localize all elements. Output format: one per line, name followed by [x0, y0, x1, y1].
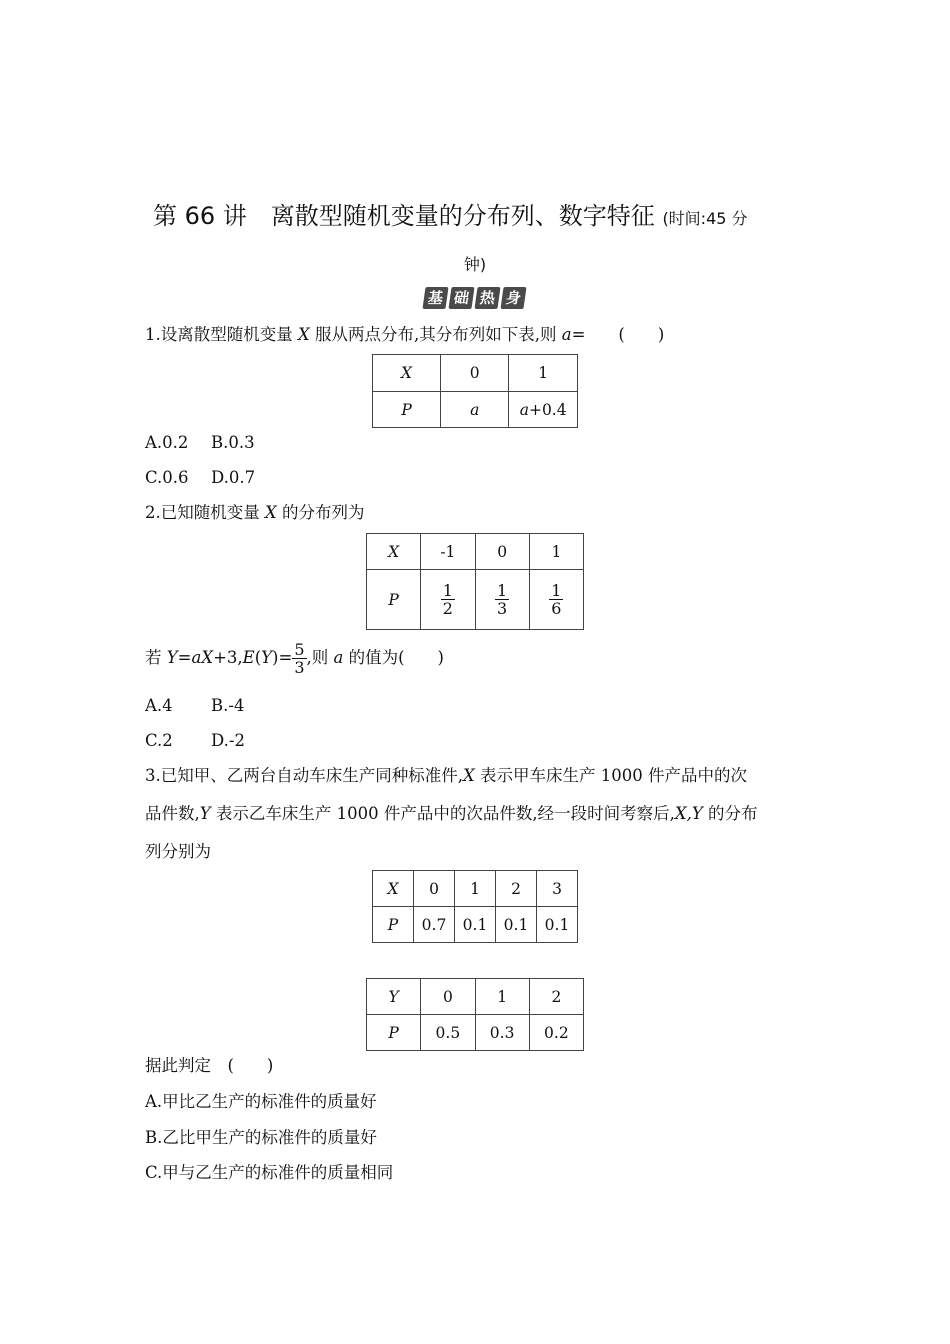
page-title — [153, 200, 748, 235]
table-cell: 2 — [551, 987, 562, 1006]
q2-text: ( — [254, 648, 262, 667]
numerator: 5 — [294, 640, 305, 659]
table-cell: 0.7 — [421, 915, 447, 934]
table-cell: P — [387, 915, 399, 934]
option-a: A.甲比乙生产的标准件的质量好 — [145, 1092, 377, 1111]
table-cell: 0.1 — [462, 915, 488, 934]
badge-char: 身 — [500, 287, 526, 309]
q2-text: = — [177, 648, 192, 667]
q3-vars: X,Y — [674, 804, 703, 823]
q1-options-row2 — [145, 467, 255, 489]
q3-text: 的分布 — [702, 804, 758, 823]
table-cell: 2 — [511, 879, 521, 898]
q1-answer-blank: = ( ) — [571, 325, 665, 344]
table-cell: 0.2 — [544, 1023, 569, 1042]
table-cell: P — [401, 400, 412, 419]
table-cell: X — [401, 364, 413, 382]
q2-options-row1 — [145, 695, 244, 717]
option-b: B.-4 — [211, 696, 245, 715]
q3-text: 表示乙车床生产 1000 件产品中的次品件数,经一段时间考察后, — [210, 804, 675, 823]
q2-text: )= — [272, 648, 293, 667]
q3-var: X — [463, 766, 475, 785]
q2-text: +3, — [213, 648, 243, 667]
option-c: C.2 — [145, 731, 173, 750]
table-cell: 0.5 — [435, 1023, 461, 1042]
option-d: D.-2 — [211, 731, 245, 750]
table-cell: -1 — [440, 542, 456, 561]
title-time-note-cont: 钟) — [463, 255, 487, 274]
denominator: 3 — [294, 658, 305, 677]
table-cell: 0 — [429, 879, 439, 898]
q1-options-row1 — [145, 432, 255, 454]
title-main: 第 66 讲 离散型随机变量的分布列、数字特征 — [153, 202, 655, 230]
var-a: a — [333, 648, 344, 667]
question-2-stem — [145, 502, 365, 524]
var-y: Y — [166, 648, 178, 667]
table-cell: a — [470, 400, 480, 419]
table-cell: 1 — [538, 364, 549, 382]
table-cell: a — [519, 400, 529, 419]
var-e: E — [242, 648, 255, 667]
q2-text: 的分布列为 — [276, 503, 365, 522]
table-cell: X — [387, 879, 399, 898]
table-cell: +0.4 — [528, 400, 567, 419]
title-time-note: (时间:45 分 — [662, 209, 748, 228]
q2-answer-blank: 的值为( ) — [343, 648, 444, 667]
badge-char: 热 — [474, 287, 500, 309]
table-cell: 1 — [497, 987, 508, 1006]
q1-distribution-table — [372, 354, 578, 428]
table-cell: X — [388, 542, 400, 561]
fraction — [495, 582, 509, 617]
fraction — [441, 582, 455, 617]
table-cell: 1 — [470, 879, 480, 898]
q3-text: 表示甲车床生产 1000 件产品中的次 — [474, 766, 747, 785]
denominator: 6 — [551, 599, 562, 618]
table-cell: 1 — [551, 542, 562, 561]
numerator: 1 — [497, 581, 508, 600]
q1-var: X — [298, 325, 310, 344]
q3-text: 品件数, — [145, 804, 200, 823]
table-cell: 0.1 — [503, 915, 529, 934]
q1-text: 1.设离散型随机变量 — [145, 325, 298, 344]
option-c: C.甲与乙生产的标准件的质量相同 — [145, 1163, 394, 1182]
table-cell: 0 — [442, 987, 453, 1006]
q2-text: 2.已知随机变量 — [145, 503, 265, 522]
numerator: 1 — [442, 581, 453, 600]
option-d: D.0.7 — [211, 468, 256, 487]
q3-text: 3.已知甲、乙两台自动车床生产同种标准件, — [145, 766, 463, 785]
q1-var-a: a — [561, 325, 572, 344]
fraction — [549, 582, 563, 617]
var-ax: aX — [191, 648, 214, 667]
question-3-stem-line3: 列分别为 — [145, 842, 211, 861]
q2-text: ,则 — [306, 648, 334, 667]
option-a: A.4 — [145, 696, 173, 715]
q2-condition — [145, 638, 444, 678]
q2-options-row2 — [145, 730, 245, 752]
var-y: Y — [261, 648, 273, 667]
denominator: 2 — [442, 599, 453, 618]
table-cell: 0 — [469, 364, 480, 382]
badge-char: 基 — [422, 287, 448, 309]
option-b: B.乙比甲生产的标准件的质量好 — [145, 1128, 377, 1147]
q3-y-distribution-table — [366, 978, 584, 1051]
table-cell: 0.1 — [544, 915, 570, 934]
fraction — [292, 641, 306, 676]
q2-var: X — [265, 503, 277, 522]
section-badge — [424, 287, 525, 309]
question-1-stem — [145, 324, 664, 346]
q1-text: 服从两点分布,其分布列如下表,则 — [309, 325, 562, 344]
q3-var: Y — [199, 804, 211, 823]
table-cell: 3 — [552, 879, 562, 898]
option-c: C.0.6 — [145, 468, 189, 487]
table-cell: Y — [388, 987, 399, 1006]
q3-judge: 据此判定 ( ) — [145, 1056, 274, 1075]
table-cell: 0.3 — [489, 1023, 515, 1042]
question-3-stem-line2 — [145, 803, 758, 825]
table-cell: P — [388, 590, 399, 609]
option-b: B.0.3 — [211, 433, 255, 452]
q2-distribution-table — [366, 533, 584, 630]
denominator: 3 — [497, 599, 508, 618]
q2-text: 若 — [145, 648, 167, 667]
badge-char: 础 — [448, 287, 474, 309]
question-3-stem-line1 — [145, 765, 747, 787]
table-cell: 0 — [497, 542, 508, 561]
table-cell: P — [388, 1023, 399, 1042]
numerator: 1 — [551, 581, 562, 600]
option-a: A.0.2 — [145, 433, 189, 452]
q3-x-distribution-table — [372, 870, 578, 943]
